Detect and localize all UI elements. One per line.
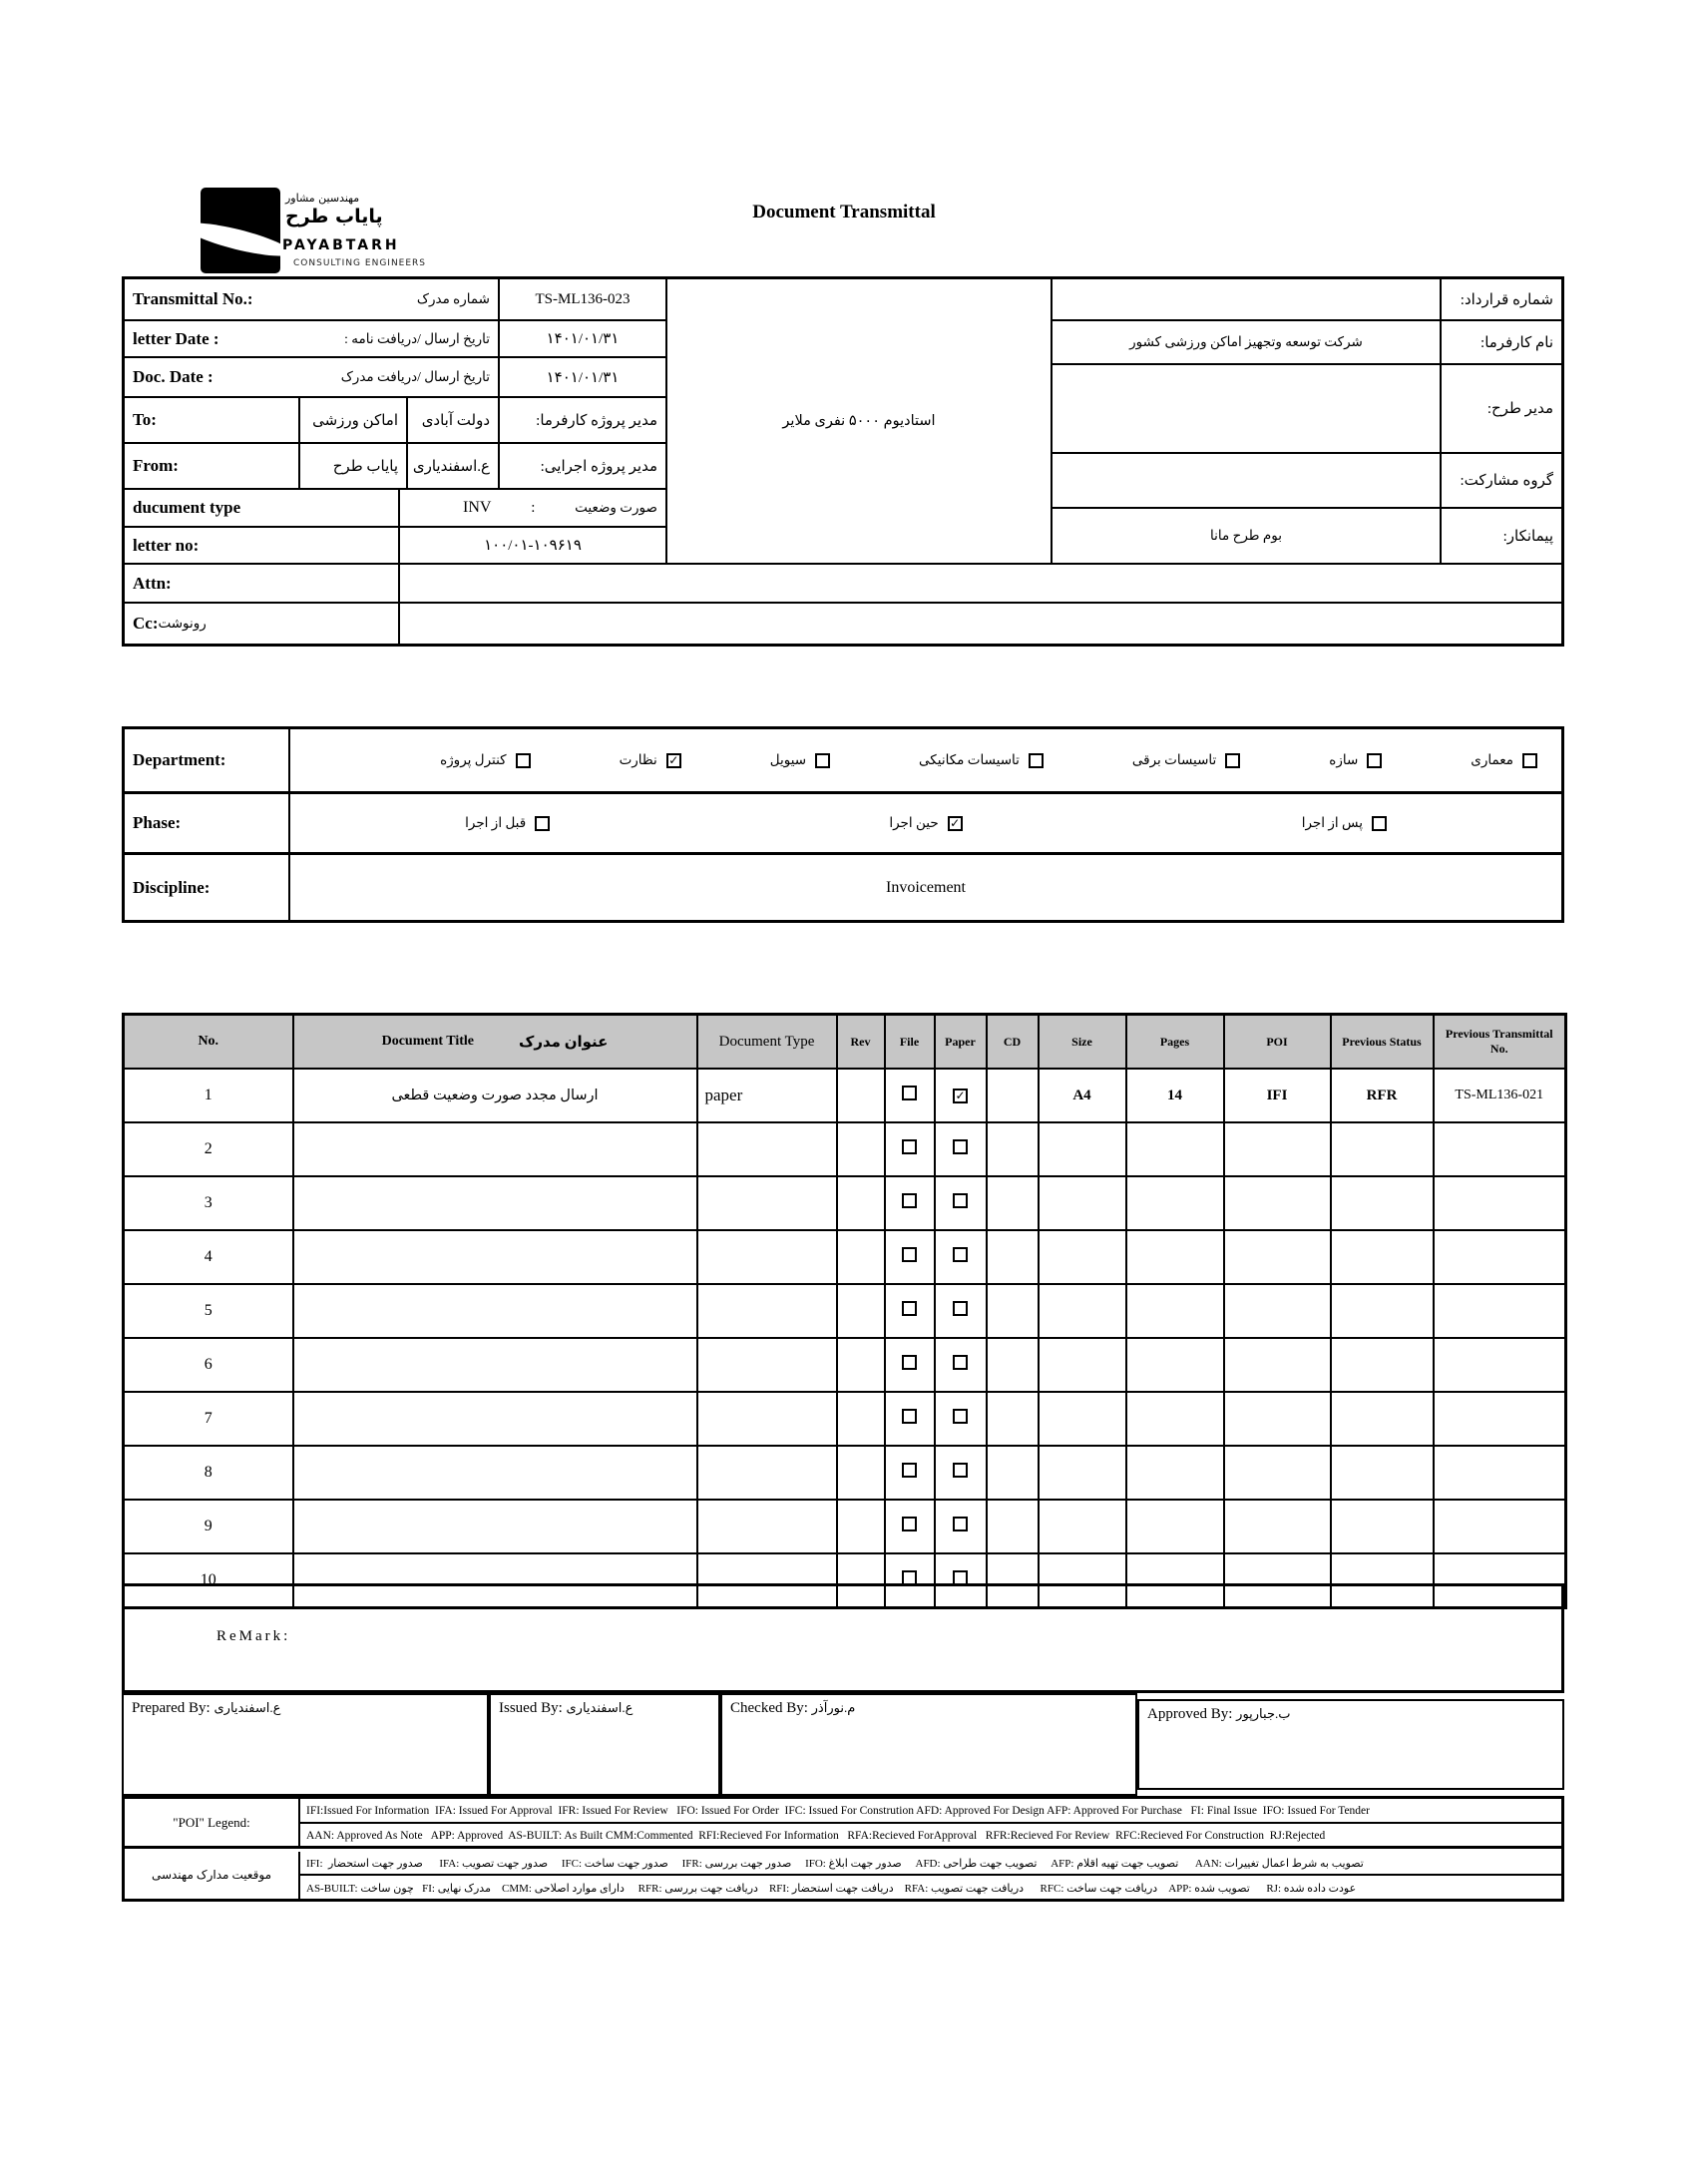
pages-cell bbox=[1126, 1392, 1224, 1446]
logo-farsi-tagline: مهندسین مشاور bbox=[285, 192, 360, 205]
pages-cell: 14 bbox=[1126, 1069, 1224, 1122]
previous-transmittal-cell bbox=[1434, 1338, 1566, 1392]
rev-cell bbox=[837, 1392, 885, 1446]
rev-cell bbox=[837, 1338, 885, 1392]
previous-transmittal-cell bbox=[1434, 1500, 1566, 1553]
to-label: To: bbox=[125, 398, 300, 444]
paper-checkbox[interactable] bbox=[953, 1301, 968, 1316]
phase-option: ✓ حین اجرا bbox=[716, 815, 1134, 831]
col-cd: CD bbox=[987, 1015, 1039, 1070]
file-cell bbox=[885, 1122, 935, 1176]
doc-status-legend-label: موقعیت مدارک مهندسی bbox=[125, 1852, 300, 1899]
payabtarh-logo-icon bbox=[201, 188, 280, 273]
row-number: 1 bbox=[124, 1069, 293, 1122]
doc-date-label: Doc. Date : تاریخ ارسال /دریافت مدرک bbox=[125, 358, 500, 398]
rev-cell bbox=[837, 1069, 885, 1122]
file-cell bbox=[885, 1500, 935, 1553]
previous-transmittal-cell bbox=[1434, 1392, 1566, 1446]
project-name: استادیوم ۵۰۰۰ نفری ملایر bbox=[667, 279, 1053, 565]
poi-cell bbox=[1224, 1500, 1331, 1553]
cd-cell bbox=[987, 1446, 1039, 1500]
checked-by-name: م.نورآذر bbox=[811, 1700, 856, 1715]
size-cell bbox=[1039, 1338, 1126, 1392]
col-rev: Rev bbox=[837, 1015, 885, 1070]
previous-transmittal-cell bbox=[1434, 1284, 1566, 1338]
file-checkbox[interactable] bbox=[902, 1517, 917, 1531]
paper-cell bbox=[935, 1230, 987, 1284]
phase-option: پس از اجرا bbox=[1135, 815, 1553, 831]
contract-no-value bbox=[1053, 279, 1442, 321]
paper-cell bbox=[935, 1446, 987, 1500]
poi-cell bbox=[1224, 1446, 1331, 1500]
size-cell bbox=[1039, 1176, 1126, 1230]
cd-cell bbox=[987, 1500, 1039, 1553]
rev-cell bbox=[837, 1122, 885, 1176]
poi-legend-line2: AAN: Approved As Note APP: Approved AS-BUILT: As Built CMM:Commented RFI:Recieved For Information RFA:Recieved ForApproval RFR:Recieved For Review RFC:Recieved For Construction RJ:Rejected bbox=[300, 1826, 1561, 1849]
cd-cell bbox=[987, 1069, 1039, 1122]
design-manager-label: مدیر طرح: bbox=[1442, 365, 1561, 454]
file-checkbox[interactable] bbox=[902, 1247, 917, 1262]
approved-by-name: ب.جبارپور bbox=[1236, 1706, 1291, 1721]
department-option: تاسیسات برقی bbox=[1132, 752, 1240, 768]
col-previous-transmittal: Previous Transmittal No. bbox=[1434, 1015, 1566, 1070]
department-label: Department: bbox=[125, 729, 290, 794]
size-cell: A4 bbox=[1039, 1069, 1126, 1122]
row-number: 4 bbox=[124, 1230, 293, 1284]
document-type-cell bbox=[697, 1176, 837, 1230]
document-title-cell bbox=[293, 1176, 697, 1230]
document-title-cell bbox=[293, 1500, 697, 1553]
document-list-table bbox=[122, 1013, 1567, 1609]
paper-cell bbox=[935, 1500, 987, 1553]
poi-legend-label: "POI" Legend: bbox=[125, 1799, 300, 1849]
department-checkbox[interactable] bbox=[1029, 753, 1044, 768]
file-cell bbox=[885, 1446, 935, 1500]
cd-cell bbox=[987, 1230, 1039, 1284]
department-option: سیویل bbox=[770, 752, 830, 768]
col-poi: POI bbox=[1224, 1015, 1331, 1070]
table-row bbox=[124, 1122, 1566, 1176]
col-title: Document Title عنوان مدرک bbox=[293, 1015, 697, 1070]
paper-checkbox[interactable] bbox=[953, 1409, 968, 1424]
rev-cell bbox=[837, 1230, 885, 1284]
poi-cell bbox=[1224, 1122, 1331, 1176]
paper-checkbox[interactable] bbox=[953, 1139, 968, 1154]
client-name-value: شرکت توسعه وتجهیز اماکن ورزشی کشور bbox=[1053, 321, 1442, 365]
rev-cell bbox=[837, 1500, 885, 1553]
cd-cell bbox=[987, 1176, 1039, 1230]
paper-checkbox[interactable] bbox=[953, 1193, 968, 1208]
signature-row bbox=[122, 1693, 1564, 1796]
document-type-cell bbox=[697, 1284, 837, 1338]
cd-cell bbox=[987, 1392, 1039, 1446]
poi-cell: IFI bbox=[1224, 1069, 1331, 1122]
table-row bbox=[124, 1069, 1566, 1122]
paper-checkbox[interactable] bbox=[953, 1089, 968, 1103]
previous-transmittal-cell: TS-ML136-021 bbox=[1434, 1069, 1566, 1122]
header-table bbox=[122, 276, 1564, 647]
classification-table bbox=[122, 726, 1564, 923]
contractor-label: پیمانکار: bbox=[1442, 509, 1561, 565]
contract-no-label: شماره قرارداد: bbox=[1442, 279, 1561, 321]
remark-box bbox=[122, 1583, 1564, 1693]
file-cell bbox=[885, 1392, 935, 1446]
approved-by-box: Approved By: ب.جبارپور bbox=[1137, 1699, 1564, 1790]
department-checkbox[interactable] bbox=[516, 753, 531, 768]
discipline-value: Invoicement bbox=[886, 878, 966, 896]
table-row bbox=[124, 1176, 1566, 1230]
previous-status-cell: RFR bbox=[1331, 1069, 1434, 1122]
previous-status-cell bbox=[1331, 1392, 1434, 1446]
document-type-cell bbox=[697, 1338, 837, 1392]
department-option: سازه bbox=[1329, 752, 1382, 768]
department-option: تاسیسات مکانیکی bbox=[919, 752, 1044, 768]
remark-label: ReMark: bbox=[216, 1628, 291, 1644]
document-title-cell bbox=[293, 1446, 697, 1500]
issued-by-name: ع.اسفندیاری bbox=[566, 1700, 633, 1715]
transmittal-no-value: TS-ML136-023 bbox=[500, 279, 667, 321]
col-paper: Paper bbox=[935, 1015, 987, 1070]
document-type-value: INV : صورت وضعیت bbox=[400, 490, 667, 528]
row-number: 5 bbox=[124, 1284, 293, 1338]
from-label: From: bbox=[125, 444, 300, 490]
document-type-label: ducument type bbox=[125, 490, 400, 528]
department-option: کنترل پروژه bbox=[440, 752, 531, 768]
row-number: 3 bbox=[124, 1176, 293, 1230]
department-checkbox[interactable] bbox=[666, 753, 681, 768]
paper-cell bbox=[935, 1069, 987, 1122]
client-name-label: نام کارفرما: bbox=[1442, 321, 1561, 365]
previous-status-cell bbox=[1331, 1500, 1434, 1553]
contractor-value: بوم طرح مانا bbox=[1053, 509, 1442, 565]
discipline-label: Discipline: bbox=[125, 855, 290, 920]
paper-cell bbox=[935, 1392, 987, 1446]
status-legend-line2: AS-BUILT: چون ساخت FI: مدرک نهایی CMM: دارای موارد اصلاحی RFR: دریافت جهت بررسی RFI: دریافت جهت استحضار RFA: دریافت جهت تصویب RFC: دریافت جهت ساخت APP: تصویب شده RJ: عودت داده شده bbox=[306, 1883, 1357, 1895]
rev-cell bbox=[837, 1176, 885, 1230]
col-document-type: Document Type bbox=[697, 1015, 837, 1070]
pages-cell bbox=[1126, 1338, 1224, 1392]
paper-cell bbox=[935, 1176, 987, 1230]
rev-cell bbox=[837, 1446, 885, 1500]
size-cell bbox=[1039, 1392, 1126, 1446]
file-cell bbox=[885, 1069, 935, 1122]
document-title-cell: ارسال مجدد صورت وضعیت قطعی bbox=[293, 1069, 697, 1122]
previous-status-cell bbox=[1331, 1446, 1434, 1500]
poi-cell bbox=[1224, 1230, 1331, 1284]
previous-status-cell bbox=[1331, 1230, 1434, 1284]
client-pm-value: دولت آبادی bbox=[408, 398, 500, 444]
department-checkbox[interactable] bbox=[1367, 753, 1382, 768]
file-checkbox[interactable] bbox=[902, 1086, 917, 1100]
pages-cell bbox=[1126, 1500, 1224, 1553]
phase-options bbox=[290, 794, 1561, 855]
department-options bbox=[290, 729, 1561, 794]
phase-checkbox[interactable] bbox=[535, 816, 550, 831]
file-checkbox[interactable] bbox=[902, 1193, 917, 1208]
document-type-cell bbox=[697, 1446, 837, 1500]
file-checkbox[interactable] bbox=[902, 1463, 917, 1478]
previous-transmittal-cell bbox=[1434, 1122, 1566, 1176]
paper-checkbox[interactable] bbox=[953, 1517, 968, 1531]
col-file: File bbox=[885, 1015, 935, 1070]
letter-no-label: letter no: bbox=[125, 528, 400, 565]
cc-label: Cc: رونوشت bbox=[125, 604, 400, 644]
row-number: 8 bbox=[124, 1446, 293, 1500]
file-cell bbox=[885, 1338, 935, 1392]
client-pm-label: مدیر پروژه کارفرما: bbox=[500, 398, 667, 444]
document-type-cell bbox=[697, 1230, 837, 1284]
department-option: معماری bbox=[1471, 752, 1537, 768]
logo-company-name: PAYABTARH bbox=[282, 237, 400, 253]
file-cell bbox=[885, 1284, 935, 1338]
letter-date-value: ۱۴۰۱/۰۱/۳۱ bbox=[500, 321, 667, 358]
previous-status-cell bbox=[1331, 1284, 1434, 1338]
file-checkbox[interactable] bbox=[902, 1409, 917, 1424]
poi-cell bbox=[1224, 1284, 1331, 1338]
pages-cell bbox=[1126, 1284, 1224, 1338]
rev-cell bbox=[837, 1284, 885, 1338]
row-number: 9 bbox=[124, 1500, 293, 1553]
paper-cell bbox=[935, 1284, 987, 1338]
table-row bbox=[124, 1338, 1566, 1392]
exec-pm-label: مدیر پروژه اجرایی: bbox=[500, 444, 667, 490]
attn-value bbox=[400, 565, 1561, 604]
phase-checkbox[interactable] bbox=[1372, 816, 1387, 831]
pages-cell bbox=[1126, 1176, 1224, 1230]
previous-status-cell bbox=[1331, 1176, 1434, 1230]
poi-legend-line1: IFI:Issued For Information IFA: Issued For Approval IFR: Issued For Review IFO: Issued For Order IFC: Issued For Constrution AFD: Approved For Design AFP: Approved For Purchase FI: Final Issue IFO: Issued For Tender bbox=[300, 1799, 1561, 1824]
document-title-cell bbox=[293, 1230, 697, 1284]
phase-checkbox[interactable] bbox=[948, 816, 963, 831]
checked-by-box: Checked By: م.نورآذر bbox=[720, 1693, 1137, 1796]
table-row bbox=[124, 1392, 1566, 1446]
size-cell bbox=[1039, 1284, 1126, 1338]
letter-date-label: letter Date : تاریخ ارسال /دریافت نامه : bbox=[125, 321, 500, 358]
paper-checkbox[interactable] bbox=[953, 1355, 968, 1370]
to-value: اماکن ورزشی bbox=[300, 398, 408, 444]
col-no: No. bbox=[124, 1015, 293, 1070]
jv-group-value bbox=[1053, 454, 1442, 509]
logo-company-subtitle: CONSULTING ENGINEERS bbox=[293, 258, 427, 268]
file-cell bbox=[885, 1230, 935, 1284]
poi-cell bbox=[1224, 1392, 1331, 1446]
exec-pm-value: ع.اسفندیاری bbox=[408, 444, 500, 490]
table-header-row bbox=[124, 1015, 1566, 1070]
letter-no-value: ۱۰۰/۰۱-۱۰۹۶۱۹ bbox=[400, 528, 667, 565]
document-type-cell: paper bbox=[697, 1069, 837, 1122]
previous-status-cell bbox=[1331, 1122, 1434, 1176]
prepared-by-box: Prepared By: ع.اسفندیاری bbox=[122, 1693, 489, 1796]
paper-cell bbox=[935, 1122, 987, 1176]
col-previous-status: Previous Status bbox=[1331, 1015, 1434, 1070]
document-title-cell bbox=[293, 1338, 697, 1392]
row-number: 7 bbox=[124, 1392, 293, 1446]
table-row bbox=[124, 1446, 1566, 1500]
previous-transmittal-cell bbox=[1434, 1230, 1566, 1284]
row-number: 6 bbox=[124, 1338, 293, 1392]
doc-date-value: ۱۴۰۱/۰۱/۳۱ bbox=[500, 358, 667, 398]
cc-value bbox=[400, 604, 1561, 644]
transmittal-no-label: Transmittal No.: شماره مدرک bbox=[125, 279, 500, 321]
logo-farsi-name: پایاب طرح bbox=[285, 206, 383, 227]
paper-checkbox[interactable] bbox=[953, 1247, 968, 1262]
col-pages: Pages bbox=[1126, 1015, 1224, 1070]
from-value: پایاب طرح bbox=[300, 444, 408, 490]
prepared-by-name: ع.اسفندیاری bbox=[213, 1700, 281, 1715]
size-cell bbox=[1039, 1122, 1126, 1176]
status-legend-line1: IFI: صدور جهت استحضار IFA: صدور جهت تصویب IFC: صدور جهت ساخت IFR: صدور جهت بررسی IFO: صدور جهت ابلاغ AFD: تصویب جهت طراحی AFP: تصویب جهت تهیه اقلام AAN: تصویب به شرط اعمال تغییرات bbox=[300, 1852, 1561, 1876]
department-checkbox[interactable] bbox=[1522, 753, 1537, 768]
phase-label: Phase: bbox=[125, 794, 290, 855]
jv-group-label: گروه مشارکت: bbox=[1442, 454, 1561, 509]
size-cell bbox=[1039, 1500, 1126, 1553]
phase-option: قبل از اجرا bbox=[298, 815, 716, 831]
cd-cell bbox=[987, 1338, 1039, 1392]
previous-transmittal-cell bbox=[1434, 1446, 1566, 1500]
file-checkbox[interactable] bbox=[902, 1301, 917, 1316]
document-title-cell bbox=[293, 1392, 697, 1446]
legend-table bbox=[122, 1796, 1564, 1902]
design-manager-value bbox=[1053, 365, 1442, 454]
page-title: Document Transmittal bbox=[752, 202, 936, 222]
file-checkbox[interactable] bbox=[902, 1355, 917, 1370]
cd-cell bbox=[987, 1122, 1039, 1176]
file-checkbox[interactable] bbox=[902, 1139, 917, 1154]
document-type-cell bbox=[697, 1122, 837, 1176]
pages-cell bbox=[1126, 1446, 1224, 1500]
cd-cell bbox=[987, 1284, 1039, 1338]
row-number: 10 bbox=[124, 1553, 293, 1608]
file-cell bbox=[885, 1176, 935, 1230]
col-size: Size bbox=[1039, 1015, 1126, 1070]
previous-status-cell bbox=[1331, 1338, 1434, 1392]
department-option: ✓ نظارت bbox=[620, 752, 681, 768]
attn-label: Attn: bbox=[125, 565, 400, 604]
document-title-cell bbox=[293, 1284, 697, 1338]
pages-cell bbox=[1126, 1122, 1224, 1176]
size-cell bbox=[1039, 1446, 1126, 1500]
document-type-cell bbox=[697, 1500, 837, 1553]
department-checkbox[interactable] bbox=[815, 753, 830, 768]
row-number: 2 bbox=[124, 1122, 293, 1176]
issued-by-box: Issued By: ع.اسفندیاری bbox=[489, 1693, 720, 1796]
poi-cell bbox=[1224, 1176, 1331, 1230]
size-cell bbox=[1039, 1230, 1126, 1284]
previous-transmittal-cell bbox=[1434, 1176, 1566, 1230]
table-row bbox=[124, 1230, 1566, 1284]
table-row bbox=[124, 1284, 1566, 1338]
pages-cell bbox=[1126, 1230, 1224, 1284]
document-type-cell bbox=[697, 1392, 837, 1446]
poi-cell bbox=[1224, 1338, 1331, 1392]
department-checkbox[interactable] bbox=[1225, 753, 1240, 768]
paper-cell bbox=[935, 1338, 987, 1392]
document-title-cell bbox=[293, 1122, 697, 1176]
table-row bbox=[124, 1500, 1566, 1553]
paper-checkbox[interactable] bbox=[953, 1463, 968, 1478]
